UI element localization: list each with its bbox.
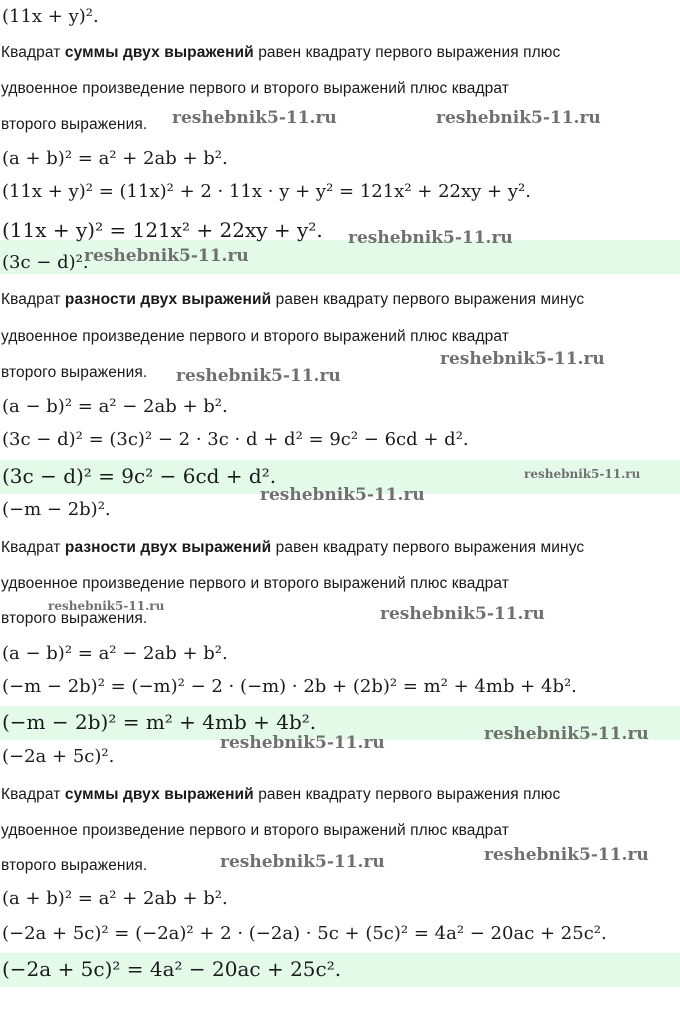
rule-text: Квадрат суммы двух выражений равен квадрату первого выражения плюс (1, 786, 561, 803)
rule-text-line3: второго выражения. (1, 116, 148, 133)
expression: (3c − d)². (2, 252, 89, 273)
expression: (−m − 2b)². (2, 499, 111, 520)
watermark: reshebnik5-11.ru (48, 599, 165, 613)
answer: (−m − 2b)² = m² + 4mb + 4b². (2, 710, 317, 734)
watermark: reshebnik5-11.ru (172, 108, 337, 128)
rule-text: Квадрат суммы двух выражений равен квадрату первого выражения плюс (1, 44, 561, 61)
rule-bold: суммы двух выражений (64, 44, 254, 61)
expansion: (3c − d)² = (3c)² − 2 · 3c · d + d² = 9c² − 6cd + d². (2, 429, 469, 450)
rule-text: Квадрат разности двух выражений равен квадрату первого выражения минус (1, 291, 585, 308)
expression: (−2a + 5c)². (2, 746, 115, 767)
expansion: (−m − 2b)² = (−m)² − 2 · (−m) · 2b + (2b)² = m² + 4mb + 4b². (2, 676, 577, 697)
watermark: reshebnik5-11.ru (220, 852, 385, 872)
answer: (11x + y)² = 121x² + 22xy + y². (2, 218, 323, 242)
formula: (a + b)² = a² + 2ab + b². (2, 888, 228, 909)
watermark: reshebnik5-11.ru (440, 349, 605, 369)
rule-bold: суммы двух выражений (64, 786, 254, 803)
formula: (a − b)² = a² − 2ab + b². (2, 643, 228, 664)
rule-text-line2: удвоенное произведение первого и второго выражений плюс квадрат (1, 575, 509, 592)
expansion: (11x + y)² = (11x)² + 2 · 11x · y + y² = 121x² + 22xy + y². (2, 181, 531, 202)
watermark: reshebnik5-11.ru (436, 108, 601, 128)
watermark: reshebnik5-11.ru (84, 246, 249, 266)
watermark: reshebnik5-11.ru (380, 604, 545, 624)
formula: (a − b)² = a² − 2ab + b². (2, 396, 228, 417)
watermark: reshebnik5-11.ru (220, 733, 385, 753)
rule-bold: разности двух выражений (64, 291, 272, 308)
expansion: (−2a + 5c)² = (−2a)² + 2 · (−2a) · 5c + (5c)² = 4a² − 20ac + 25c². (2, 923, 607, 944)
answer: (3c − d)² = 9c² − 6cd + d². (2, 464, 277, 488)
rule-text: Квадрат разности двух выражений равен квадрату первого выражения минус (1, 539, 585, 556)
rule-text-line2: удвоенное произведение первого и второго выражений плюс квадрат (1, 822, 509, 839)
watermark: reshebnik5-11.ru (524, 467, 641, 481)
rule-text-line3: второго выражения. (1, 364, 148, 381)
watermark: reshebnik5-11.ru (260, 485, 425, 505)
rule-text-line3: второго выражения. (1, 857, 148, 874)
watermark: reshebnik5-11.ru (484, 845, 649, 865)
formula: (a + b)² = a² + 2ab + b². (2, 148, 228, 169)
watermark: reshebnik5-11.ru (176, 366, 341, 386)
expression: (11x + y)². (2, 6, 99, 27)
rule-text-line2: удвоенное произведение первого и второго выражений плюс квадрат (1, 328, 509, 345)
rule-bold: разности двух выражений (64, 539, 272, 556)
watermark: reshebnik5-11.ru (348, 228, 513, 248)
rule-text-line3: второго выражения. (1, 610, 148, 627)
answer: (−2a + 5c)² = 4a² − 20ac + 25c². (2, 957, 342, 981)
rule-text-line2: удвоенное произведение первого и второго выражений плюс квадрат (1, 80, 509, 97)
watermark: reshebnik5-11.ru (484, 724, 649, 744)
